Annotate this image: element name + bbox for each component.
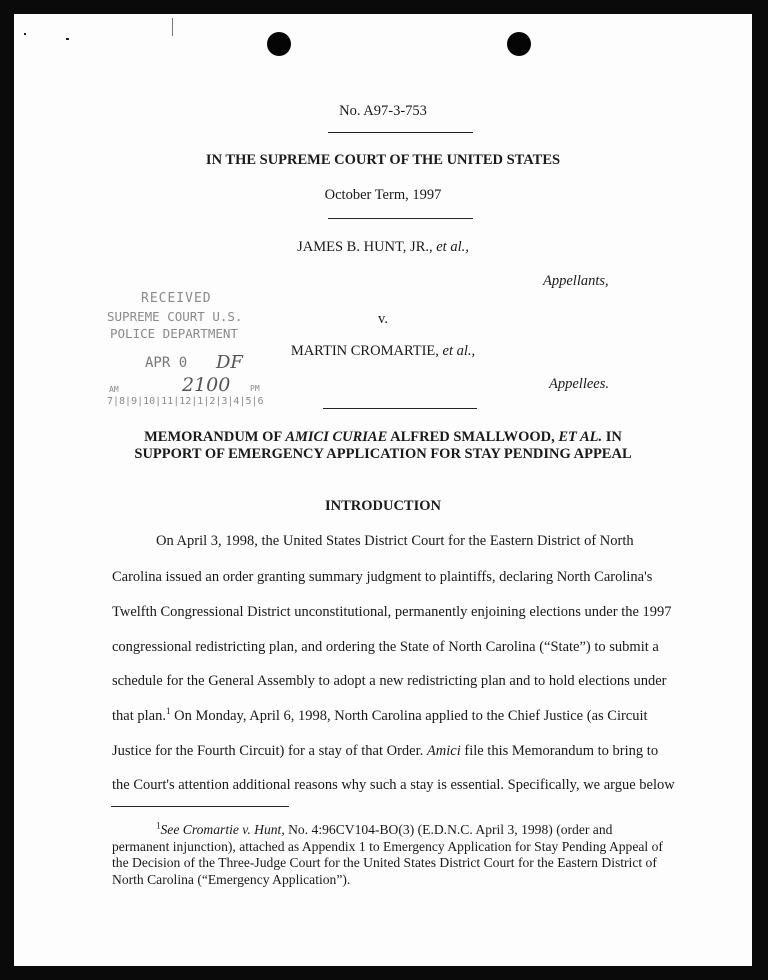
scan-speck: [24, 33, 26, 35]
stamp-am: AM: [109, 385, 119, 394]
scan-mark: [172, 18, 173, 36]
stamp-police: POLICE DEPARTMENT: [110, 326, 238, 341]
body-amici: Amici: [426, 743, 461, 759]
docket-number: No. A97-3-753: [339, 103, 427, 119]
stamp-pm: PM: [250, 384, 260, 393]
footnote: [112, 822, 672, 888]
footnote-citation: See Cromartie v. Hunt: [160, 822, 282, 837]
appellee-name-text: MARTIN CROMARTIE,: [290, 343, 443, 359]
appellants-label: Appellants,: [543, 273, 609, 289]
stamp-time: 2100: [182, 374, 231, 396]
appellant-name: [14, 239, 752, 256]
body-line: [112, 708, 648, 725]
footnote-number: 1: [156, 820, 161, 831]
divider: [328, 218, 473, 219]
body-text: On Monday, April 6, 1998, North Carolina applied to the Chief Justice (as Circuit: [170, 708, 648, 724]
footnote-text: , No. 4:96CV104-BO(3) (E.D.N.C. April 3, 1998) (order and permanent injunction), attached as Appendix 1 to Emergency Application for Stay Pending Appeal of the Decision of the Three-Judge Court for the United States District Court for the Eastern District of North Carolina (“Emergency Application”).: [112, 822, 663, 887]
body-line: Twelfth Congressional District unconstitutional, permanently enjoining elections under the 1997: [112, 604, 672, 620]
body-line: congressional redistricting plan, and ordering the State of North Carolina (“State”) to submit a: [112, 639, 659, 655]
court-name: IN THE SUPREME COURT OF THE UNITED STATES: [205, 152, 561, 168]
body-line: the Court's attention additional reasons why such a stay is essential. Specifically, we argue below: [112, 777, 675, 793]
footnote-divider: [111, 806, 289, 807]
punch-hole-left: [267, 32, 291, 56]
term: October Term, 1997: [324, 187, 442, 203]
versus: v.: [378, 311, 388, 327]
title-part: MEMORANDUM OF: [144, 429, 286, 445]
scan-speck: [66, 38, 69, 40]
punch-hole-right: [507, 32, 531, 56]
stamp-date: APR 0: [145, 355, 188, 371]
stamp-court: SUPREME COURT U.S.: [107, 309, 243, 324]
stamp-received: RECEIVED: [141, 291, 212, 306]
body-text: that plan.: [112, 708, 166, 724]
title-part: IN: [602, 429, 622, 445]
title-et-al: ET AL.: [558, 429, 603, 445]
stamp-hours: 7|8|9|10|11|12|1|2|3|4|5|6: [107, 396, 264, 407]
document-page: [14, 14, 752, 966]
title-amici-curiae: AMICI CURIAE: [285, 429, 388, 445]
divider: [323, 408, 477, 409]
divider: [328, 132, 473, 133]
appellant-name-text: JAMES B. HUNT, JR.,: [297, 239, 437, 255]
body-line: On April 3, 1998, the United States District Court for the Eastern District of North: [156, 533, 634, 549]
body-text: file this Memorandum to bring to: [460, 743, 659, 759]
body-text: Justice for the Fourth Circuit) for a stay of that Order.: [112, 743, 427, 759]
body-line: Carolina issued an order granting summary judgment to plaintiffs, declaring North Carolina's: [112, 569, 653, 585]
memo-title-line1: [14, 429, 752, 446]
section-heading: INTRODUCTION: [324, 498, 441, 514]
appellant-etal: et al.,: [436, 239, 469, 255]
appellee-name: [14, 343, 752, 360]
body-line: [112, 743, 658, 760]
footnote-ref: 1: [165, 706, 171, 717]
title-part: ALFRED SMALLWOOD,: [387, 429, 559, 445]
body-line: schedule for the General Assembly to adopt a new redistricting plan and to hold elections under: [112, 673, 667, 689]
memo-title-line2: SUPPORT OF EMERGENCY APPLICATION FOR STAY PENDING APPEAL: [134, 446, 632, 462]
stamp-initials: DF: [216, 352, 243, 373]
appellees-label: Appellees.: [549, 376, 609, 392]
appellee-etal: et al.,: [442, 343, 476, 359]
